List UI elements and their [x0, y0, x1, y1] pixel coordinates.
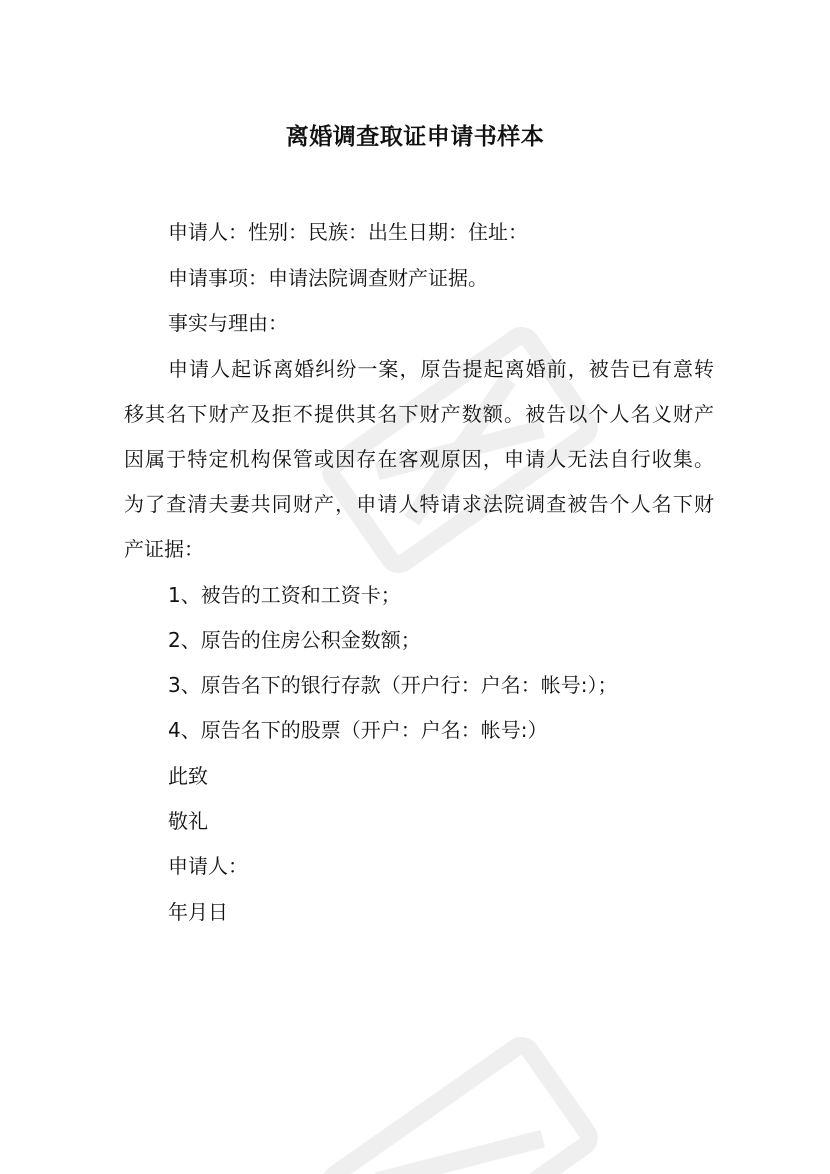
document-title: 离婚调查取证申请书样本	[285, 124, 545, 150]
watermark-mark-bottom	[300, 1010, 620, 1174]
request-item: 申请事项：申请法院调查财产证据。	[168, 266, 488, 290]
list-item: 3、原告名下的银行存款（开户行：户名：帐号:）；	[168, 673, 618, 697]
list-item: 2、原告的住房公积金数额；	[168, 628, 421, 652]
body-line: 移其名下财产及拒不提供其名下财产数额。被告以个人名义财产	[124, 402, 714, 426]
signature-line: 申请人：	[168, 854, 248, 878]
list-item: 1、被告的工资和工资卡；	[168, 583, 401, 607]
body-line: 为了查清夫妻共同财产，申请人特请求法院调查被告个人名下财	[124, 492, 714, 516]
body-line: 因属于特定机构保管或因存在客观原因，申请人无法自行收集。	[124, 447, 714, 471]
body-line: 产证据：	[124, 537, 204, 561]
date-line: 年月日	[168, 900, 228, 924]
closing-salutation: 此致	[168, 764, 208, 788]
facts-heading: 事实与理由：	[168, 311, 288, 335]
closing-regards: 敬礼	[168, 809, 208, 833]
body-line: 申请人起诉离婚纠纷一案，原告提起离婚前，被告已有意转	[168, 357, 714, 381]
applicant-info: 申请人：性别：民族：出生日期：住址：	[168, 220, 528, 244]
list-item: 4、原告名下的股票（开户：户名：帐号:）	[168, 718, 548, 742]
